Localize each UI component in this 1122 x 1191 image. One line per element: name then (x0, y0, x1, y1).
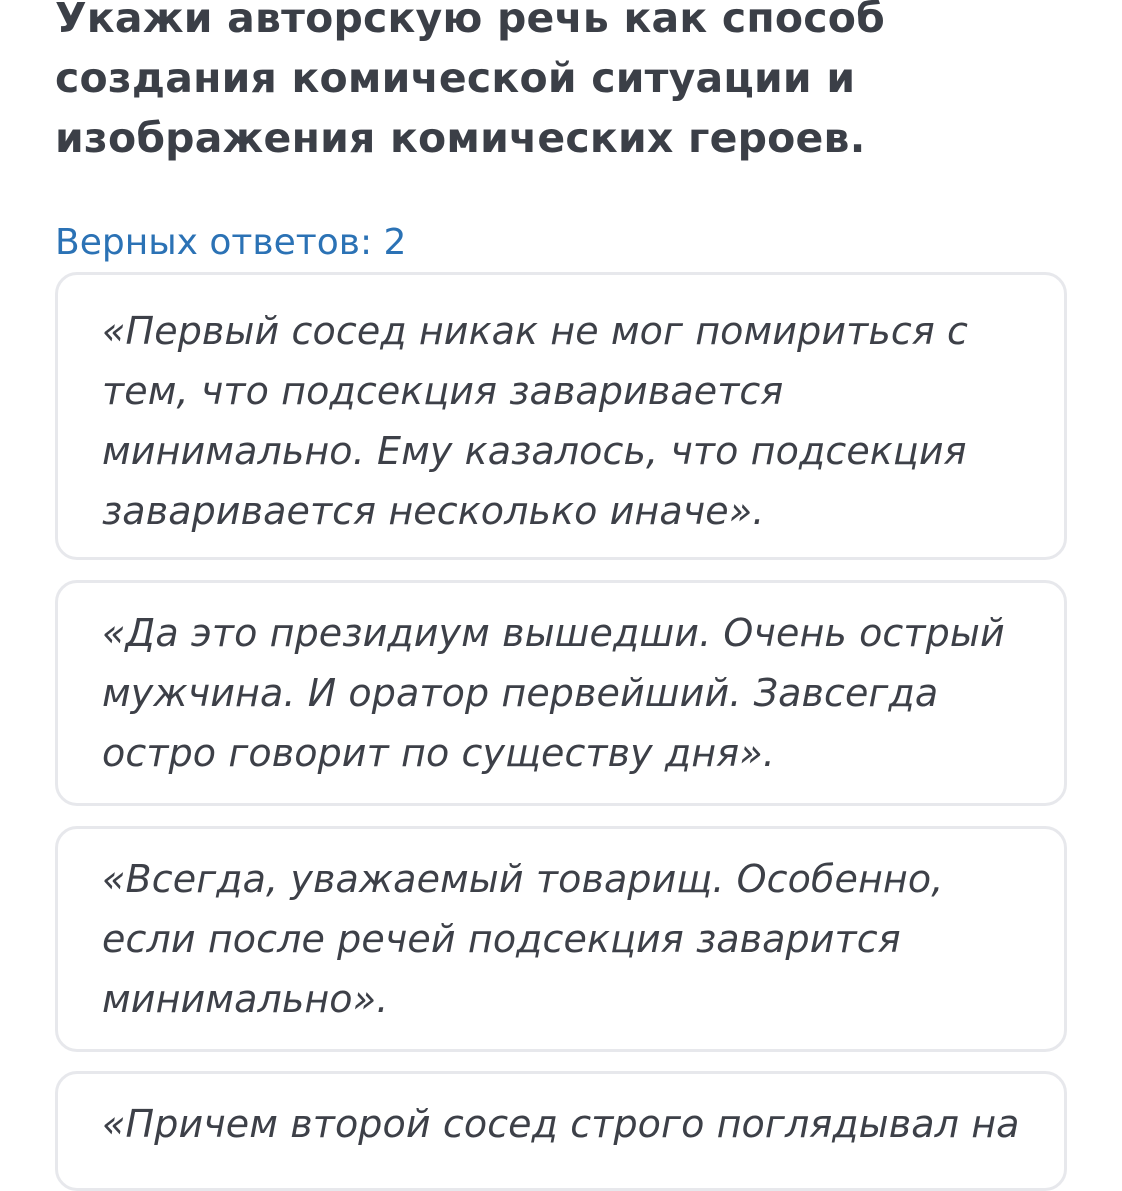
answer-option-2[interactable] (55, 580, 1067, 806)
answer-option-3[interactable] (55, 826, 1067, 1052)
answer-option-text: «Да это президиум вышедши. Очень острый мужчина. И оратор первейший. Завсегда остро говорит по существу дня». (102, 611, 1005, 775)
answer-option-text: «Первый сосед никак не мог помириться с тем, что подсекция заваривается минимально. Ему казалось, что подсекция заваривается несколько иначе». (102, 309, 968, 533)
answer-option-1[interactable] (55, 272, 1067, 560)
answer-option-text: «Всегда, уважаемый товарищ. Особенно, если после речей подсекция заварится минимально». (102, 857, 944, 1021)
correct-answers-count: Верных ответов: 2 (55, 222, 407, 263)
question-title: Укажи авторскую речь как способ создания комической ситуации и изображения комических героев. (55, 0, 885, 162)
answer-option-text: «Причем второй сосед строго поглядывал на (102, 1102, 1020, 1146)
answer-option-4[interactable] (55, 1071, 1067, 1191)
